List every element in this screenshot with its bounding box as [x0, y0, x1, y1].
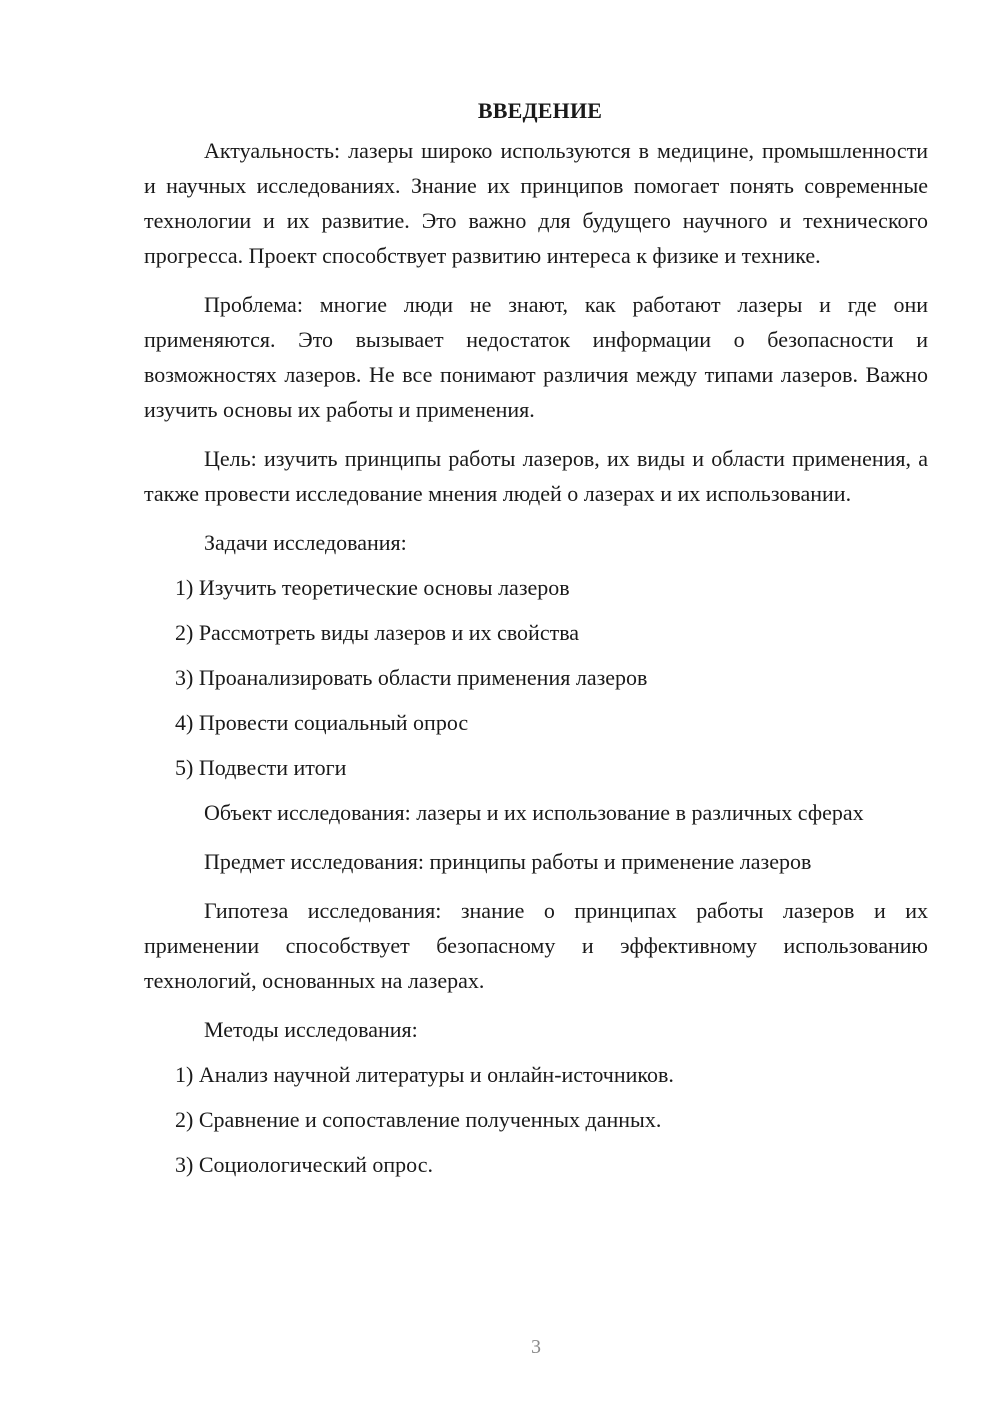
tasks-list — [144, 570, 928, 785]
paragraph-problem: Проблема: многие люди не знают, как работают лазеры и где они применяются. Это вызывает недостаток информации о безопасности и возможностях лазеров. Не все понимают различия между типами лазеров. Важно изучить основы их работы и применения. — [144, 292, 928, 422]
method-item-2: 2) Сравнение и сопоставление полученных данных. — [175, 1107, 662, 1132]
page-content — [144, 93, 928, 1192]
paragraph-hypothesis: Гипотеза исследования: знание о принципах работы лазеров и их применении способствует безопасному и эффективному использованию технологий, основанных на лазерах. — [144, 898, 928, 993]
paragraph-object: Объект исследования: лазеры и их использование в различных сферах — [204, 800, 864, 825]
task-item-4: 4) Провести социальный опрос — [175, 710, 469, 735]
method-item-3: 3) Социологический опрос. — [175, 1152, 433, 1177]
paragraph-goal: Цель: изучить принципы работы лазеров, их виды и области применения, а также провести исследование мнения людей о лазерах и их использовании. — [144, 446, 928, 506]
methods-heading: Методы исследования: — [204, 1017, 418, 1042]
paragraph-subject: Предмет исследования: принципы работы и применение лазеров — [204, 849, 812, 874]
task-item-5: 5) Подвести итоги — [175, 755, 347, 780]
task-item-3: 3) Проанализировать области применения лазеров — [175, 665, 648, 690]
task-item-1: 1) Изучить теоретические основы лазеров — [175, 575, 570, 600]
method-item-1: 1) Анализ научной литературы и онлайн-источников. — [175, 1062, 674, 1087]
task-item-2: 2) Рассмотреть виды лазеров и их свойства — [175, 620, 580, 645]
methods-list — [144, 1057, 928, 1182]
section-title: ВВЕДЕНИЕ — [477, 98, 603, 123]
page-number: 3 — [531, 1336, 541, 1358]
paragraph-relevance: Актуальность: лазеры широко используются в медицине, промышленности и научных исследованиях. Знание их принципов помогает понять современные технологии и их развитие. Это важно для будущего научного и технического прогресса. Проект способствует развитию интереса к физике и технике. — [144, 138, 928, 268]
tasks-heading: Задачи исследования: — [204, 530, 407, 555]
